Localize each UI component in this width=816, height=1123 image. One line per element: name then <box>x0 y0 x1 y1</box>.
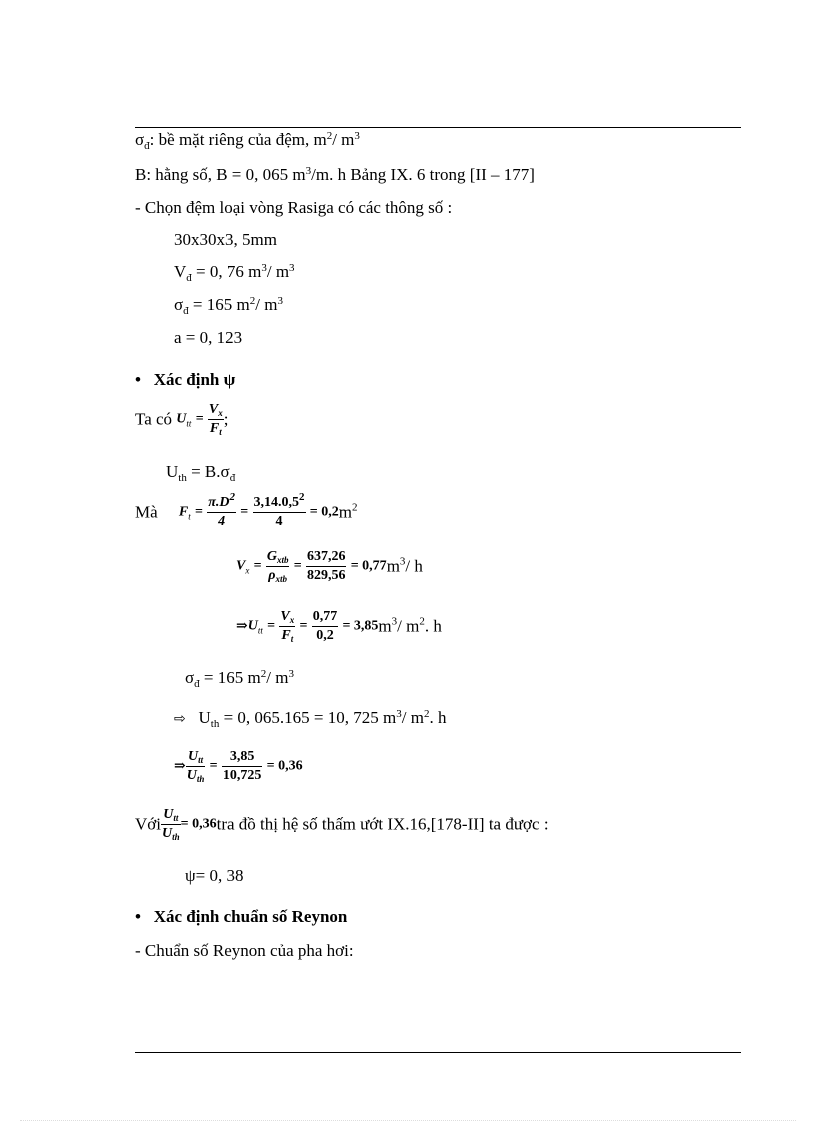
section-heading-reynon: • Xác định chuẩn số Reynon <box>135 907 348 926</box>
sigma-definition: $\sigma_đ$: bề mặt riêng của đệm, $m^2/$ $m^3$ <box>135 130 360 152</box>
page-edge <box>20 1120 796 1121</box>
psi-value: ψ= 0, 38 <box>185 866 244 885</box>
fraction-utt-uth: $\frac{U_{tt}}{U_{th}}$ <box>186 749 205 784</box>
vx-calculation: Vx = $\frac{G_{xtb}}{\rho_{xtb}}$ = $\frac{637,26}{829,56}$ = $0,77m^3/$ h <box>236 549 423 584</box>
fraction-pi-d: $\frac{\pi.D^2}{4}$ <box>208 491 236 529</box>
implies-icon: ⇒ <box>174 759 186 774</box>
header-rule <box>135 127 741 128</box>
fraction-vx-ft-2: $\frac{V_x}{F_t}$ <box>280 609 295 644</box>
arrow-right-icon: ⇨ <box>174 711 186 727</box>
reynon-vapor: - Chuẩn số Reynon của pha hơi: <box>135 941 354 960</box>
packing-choice: - Chọn đệm loại vòng Rasiga có các thông số : <box>135 198 453 217</box>
uth-calculation: ⇨ $U_{th} = 0$, 065.165 = 10, 725 $m^3/$ $m^2$. h <box>174 708 447 730</box>
utt-calculation: ⇒Utt = $\frac{V_x}{F_t}$ = $\frac{0,77}{0,2}$ = $3,85m^3/$ $m^2$. h <box>236 609 442 644</box>
utt-definition: Ta có Utt = $\frac{V_x}{F_t}$ ; <box>135 402 229 437</box>
void-fraction: $V_đ = 0$, 76 $m^3/$ $m^3$ <box>174 262 295 284</box>
sigma-value-2: $\sigma_đ = 165$ $m^2/$ $m^3$ <box>185 668 294 690</box>
implies-icon: ⇒ <box>236 619 248 634</box>
fraction-vx-numeric: $\frac{637,26}{829,56}$ <box>306 549 346 583</box>
ratio-lookup: Với $\frac{U_{tt}}{U_{th}}$ = 0,36tra đồ thị hệ số thấm ướt IX.16,[178-II] ta được : <box>135 807 549 842</box>
section-heading-psi: • Xác định ψ <box>135 370 236 389</box>
fraction-utt-numeric: $\frac{0,77}{0,2}$ <box>312 609 338 643</box>
uth-definition: $U_{th} = B.\sigma_đ$ <box>166 462 236 484</box>
bullet-icon: • <box>135 907 141 926</box>
footer-rule <box>135 1052 741 1053</box>
fraction-g-rho: $\frac{G_{xtb}}{\rho_{xtb}}$ <box>266 549 289 584</box>
fraction-vx-ft: $\frac{V_x}{F_t}$ <box>208 402 223 437</box>
a-value: a = 0, 123 <box>174 328 243 347</box>
b-constant: B: hằng số, B = 0, 065 $m^3/m$. h Bảng IX. 6 trong [II – 177] <box>135 165 535 184</box>
fraction-ft-numeric: $\frac{3,14.0,5^2}{4}$ <box>253 491 305 529</box>
packing-size: 30x30x3, 5mm <box>174 230 277 249</box>
bullet-icon: • <box>135 370 141 389</box>
specific-surface: $\sigma_đ = 165$ $m^2/$ $m^3$ <box>174 295 283 317</box>
ft-calculation: Mà Ft = $\frac{\pi.D^2}{4}$ = $\frac{3,14.0,5^2}{4}$ = $0,2m^2$ <box>135 491 358 529</box>
ratio-calculation: ⇒ $\frac{U_{tt}}{U_{th}}$ = $\frac{3,85}{10,725}$ = 0,36 <box>174 749 303 784</box>
fraction-ratio-numeric: $\frac{3,85}{10,725}$ <box>222 749 262 783</box>
fraction-utt-uth-2: $\frac{U_{tt}}{U_{th}}$ <box>162 807 180 842</box>
